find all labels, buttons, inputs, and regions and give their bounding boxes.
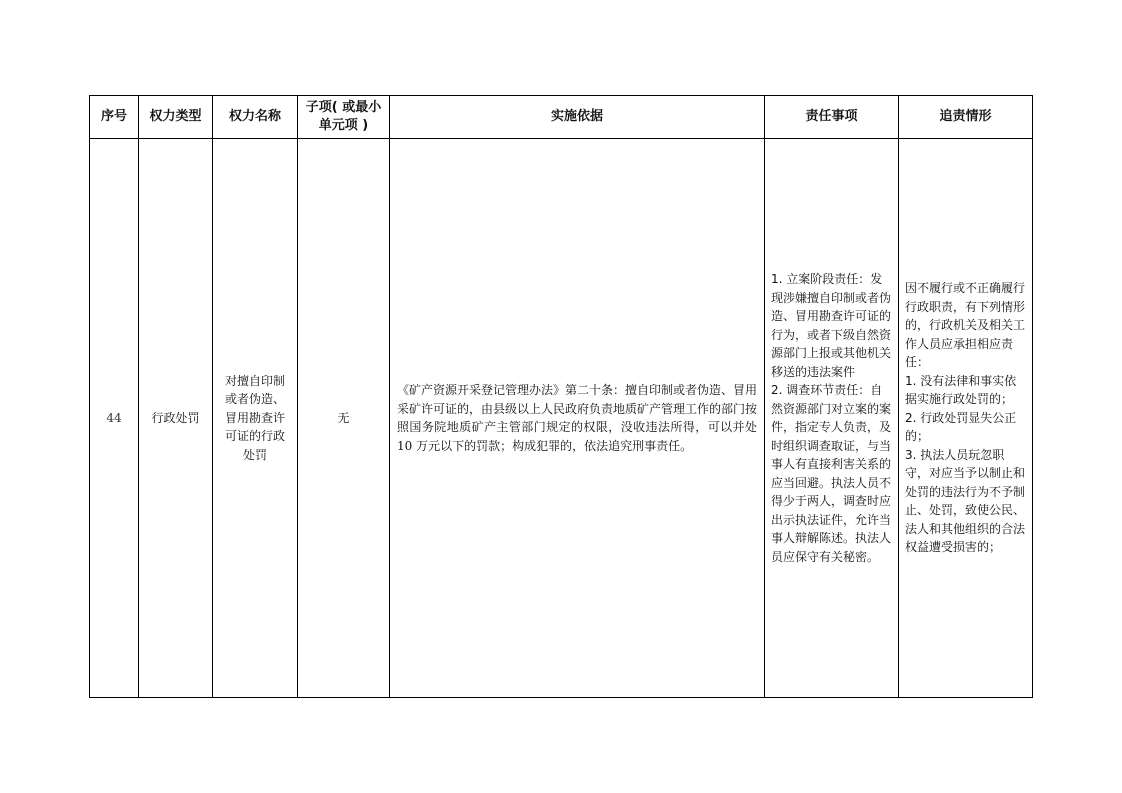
header-responsibility: 责任事项 — [765, 96, 899, 139]
accountability-item: 2. 行政处罚显失公正的； — [905, 410, 1017, 444]
table-row — [90, 139, 1033, 698]
responsibility-item: 2. 调查环节责任：自然资源部门对立案的案件，指定专人负责，及时组织调查取证，与当事人有直接利害关系的应当回避。执法人员不得少于两人，调查时应出示执法证件，允许当事人辩解陈述。执法人员应保守有关秘密。 — [771, 383, 892, 564]
header-accountability: 追责情形 — [899, 96, 1033, 139]
cell-sub-item: 无 — [298, 139, 390, 698]
cell-basis: 《矿产资源开采登记管理办法》第二十条：擅自印制或者伪造、冒用采矿许可证的，由县级以上人民政府负责地质矿产管理工作的部门按照国务院地质矿产主管部门规定的权限，没收违法所得，可以并处 10 万元以下的罚款；构成犯罪的，依法追究刑事责任。 — [390, 139, 765, 698]
responsibility-item: 1. 立案阶段责任：发现涉嫌擅自印制或者伪造、冒用勘查许可证的行为，或者下级自然资源部门上报或其他机关移送的违法案件 — [771, 272, 892, 379]
header-seq: 序号 — [90, 96, 139, 139]
header-basis: 实施依据 — [390, 96, 765, 139]
cell-power-type: 行政处罚 — [139, 139, 213, 698]
accountability-item: 3. 执法人员玩忽职守，对应当予以制止和处罚的违法行为不予制止、处罚，致使公民、法人和其他组织的合法权益遭受损害的； — [905, 447, 1026, 555]
cell-seq: 44 — [90, 139, 139, 698]
header-power-type: 权力类型 — [139, 96, 213, 139]
power-list-table — [89, 95, 1033, 698]
cell-responsibility — [765, 139, 899, 698]
cell-accountability — [899, 139, 1033, 698]
table-header-row — [90, 96, 1033, 139]
accountability-item: 1. 没有法律和事实依据实施行政处罚的； — [905, 373, 1017, 407]
header-sub-item: 子项( 或最小单元项 ) — [298, 96, 390, 139]
accountability-item: 因不履行或不正确履行行政职责，有下列情形的，行政机关及相关工作人员应承担相应责任： — [905, 281, 1026, 370]
cell-power-name: 对擅自印制或者伪造、冒用勘查许可证的行政处罚 — [213, 139, 298, 698]
header-power-name: 权力名称 — [213, 96, 298, 139]
